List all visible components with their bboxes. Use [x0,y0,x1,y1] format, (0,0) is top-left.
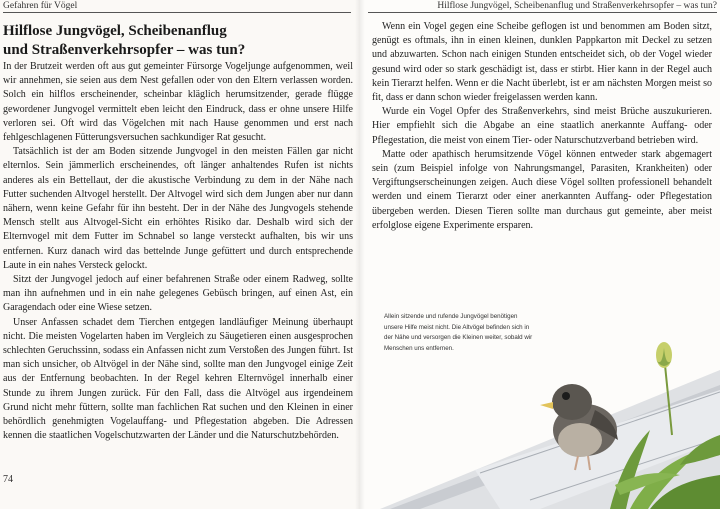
page-number: 74 [3,474,13,485]
illustration-caption: Allein sitzende und rufende Jungvögel benötigen unsere Hilfe meist nicht. Die Altvögel befinden sich in der Nähe und versorgen die Kleinen weiter, sobald wir Menschen uns entfernen. [384,313,533,352]
fledgling-illustration [380,330,720,509]
right-body-text [372,20,712,233]
left-paragraph-2: Tatsächlich ist der am Boden sitzende Jungvogel in den meisten Fällen gar nicht elternlos. Sein jämmerlich erscheinendes, oft länger anhaltendes Rufen ist nichts anderes als ein Bettellaut, der die akustische Verbindung zu dem in der Nähe nach Futter suchenden Altvogel herstellt. Der Altvogel wird sich dem Jungen aber nur dann nähern, wenn keine Gefahr für ihn besteht. Der in der Nähe des Jungvogels stehende Mensch stellt aus Altvogel-Sicht ein erhöhtes Risiko dar. Deshalb wird sich der Elternvogel mit dem Futter im Schnabel so lange versteckt aufhalten, bis wir uns entfernen. Kurz danach wird das bettelnde Junge gefüttert und durch entsprechende Laute in ein nahes Versteck gelockt. [3,146,353,271]
left-running-head: Gefahren für Vögel [3,1,78,11]
chapter-title-line-1: Hilflose Jungvögel, Scheibenanflug [3,23,227,39]
right-running-head: Hilflose Jungvögel, Scheibenanflug und Straßenverkehrsopfer – was tun? [437,1,717,11]
left-body-text [3,60,353,443]
right-paragraph-2: Wurde ein Vogel Opfer des Straßenverkehrs, sind meist Brüche auszukurieren. Hier empfiehlt sich die Abgabe an eine staatlich anerkannte Auffang- oder Pflegestation, die meist von einem Tier- oder Naturschutzverband betrieben wird. [372,106,712,146]
chapter-title-line-2: und Straßenverkehrsopfer – was tun? [3,42,246,58]
book-gutter [355,0,365,509]
right-paragraph-3: Matte oder apathisch herumsitzende Vögel können entweder stark abgemagert sein (zum Beispiel infolge von Nahrungsmangel, Parasiten, Krankheiten) oder Vergiftungserscheinungen zeigen. Auch diese Vögel sollten professionell behandelt werden und einem Tierarzt oder einer anerkannten Auffang- oder Pflegestation übergeben werden. Diesen Tieren sollte man durchaus gut gemeinte, aber meist erfolglose eigene Experimente ersparen. [372,148,712,231]
right-paragraph-1: Wenn ein Vogel gegen eine Scheibe geflogen ist und benommen am Boden sitzt, genügt es oftmals, ihn in einen kleinen, dunklen Pappkarton mit Deckel zu setzen und abzuwarten. Schon nach einigen Stunden entscheidet sich, ob der Vogel wieder gesund wird oder so stark geschädigt ist, dass er stirbt. Hier kann in der Regel auch kein Tierarzt helfen. Wenn er die Nacht überlebt, ist er am nächsten Morgen meist so fit, dass er dann schon wieder freigelassen werden kann. [372,21,712,104]
left-header-rule [3,12,351,13]
left-paragraph-3: Sitzt der Jungvogel jedoch auf einer befahrenen Straße oder einem Radweg, sollte man ihn aufnehmen und in ein nahe gelegenes Gebüsch bringen, auf einen Ast, ein Garagendach oder eine Wiese setzen. [3,274,353,314]
left-paragraph-4: Unser Anfassen schadet dem Tierchen entgegen landläufiger Meinung überhaupt nicht. Die meisten Vogelarten haben im Vergleich zu Säugetieren einen ausgesprochen schlechten Geruchssinn, sodass ein Anfassen nicht zum Verstoßen des Jungen führt. Ist man sich unsicher, ob Altvögel in der Nähe sind, sollte man den Jungvogel einige Zeit aus der Entfernung beobachten. In der Regel kehren Elternvögel innerhalb einer Stunde zu ihrem Jungen zurück. Für den Fall, dass die Altvögel aus irgendeinem Grund nicht mehr füttern, sollte man fachlichen Rat suchen und den Kleinen in einer behördlich genehmigten Vogelauffang- und Pflegestation abgeben. Die Adressen kennen die staatlichen Vogelschutzwarten der Länder und die Naturschutzbehörden. [3,316,353,442]
left-paragraph-1: In der Brutzeit werden oft aus gut gemeinter Fürsorge Vogeljunge aufgenommen, weil wir annehmen, sie seien aus dem Nest gefallen oder von den Eltern verlassen worden. Solch ein hilflos erscheinender, scheinbar kläglich herumsitzender, gerade flügge gewordener Jungvogel vermittelt eben leicht den Eindruck, dass er ohne unsere Hilfe verloren sei. Oft wird das Vögelchen mit nach Hause genommen und erst nach fehlgeschlagenen Fütterungsversuchen sachkundiger Rat gesucht. [3,61,353,144]
chapter-title [3,22,353,60]
right-header-rule [368,12,717,13]
